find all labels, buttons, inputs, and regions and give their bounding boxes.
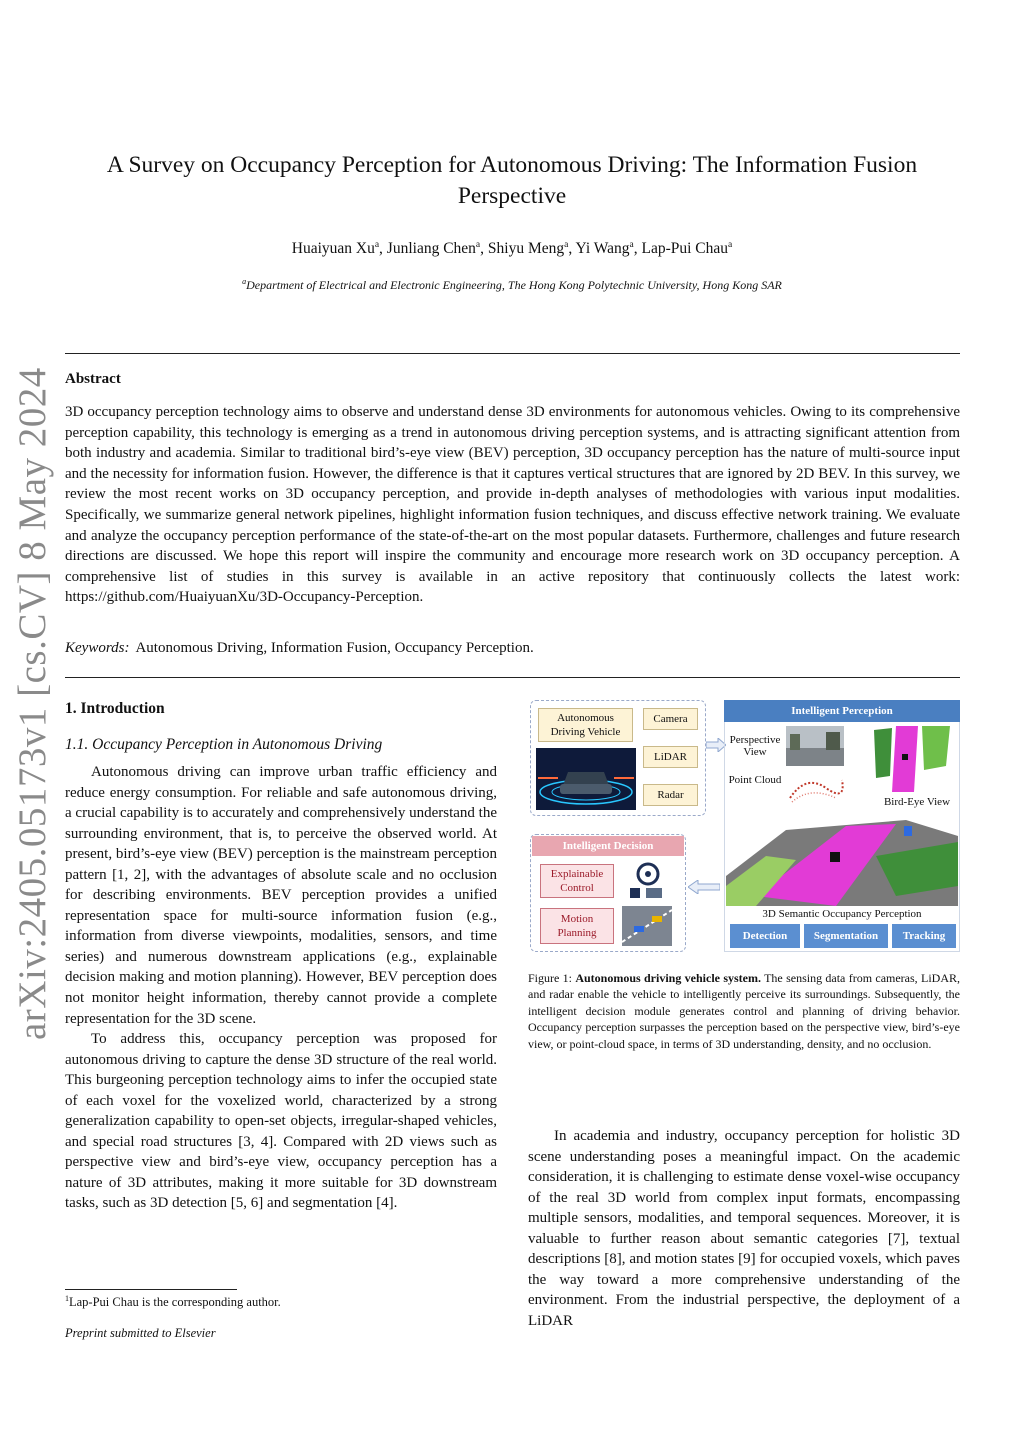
author-affil-mark: a bbox=[475, 240, 481, 250]
point-cloud-label: Point Cloud bbox=[728, 774, 782, 786]
section-heading: 1. Introduction bbox=[65, 700, 165, 717]
preprint-note: Preprint submitted to Elsevier bbox=[65, 1326, 216, 1340]
sensor-label: Camera bbox=[653, 713, 688, 725]
decision-header bbox=[532, 836, 684, 856]
footnote-mark: 1 bbox=[65, 1294, 69, 1303]
footnote-text: Lap-Pui Chau is the corresponding author. bbox=[69, 1295, 281, 1310]
author-affil-mark: a bbox=[564, 240, 569, 250]
sensor-label: Radar bbox=[657, 789, 684, 801]
right-column bbox=[528, 1126, 960, 1331]
task-detection bbox=[730, 924, 800, 948]
paragraph: To address this, occupancy perception was proposed for autonomous driving to capture the dense 3D structure of the real world. This burgeoning perception technology aims to infer the occupied state of each voxel for the voxelized world, characterized by a strong generalization capability to open-set objects, irregular-shaped vehicles, and special road structures [3, 4]. Compared with 2D views such as perspective view and bird’s-eye view, occupancy perception has a nature of 3D attributes, making it more suitable for 3D downstream tasks, such as 3D detection [5, 6] and segmentation [4]. bbox=[65, 1031, 497, 1212]
decision-label: Motion Planning bbox=[557, 913, 597, 939]
decision-explainable-control bbox=[540, 864, 614, 898]
keywords bbox=[65, 640, 960, 657]
author-affil-mark: a bbox=[629, 240, 634, 250]
author-affil-mark: a bbox=[374, 240, 380, 250]
figure-1 bbox=[528, 698, 962, 958]
author-name: Lap-Pui Chau bbox=[641, 240, 729, 258]
caption-text: The sensing data from cameras, LiDAR, and radar enable the vehicle to intelligently perceive its surroundings. Subsequently, the intelligent decision module generates control and planning of driving behavior. Occupancy perception surpasses the perception based on the perspective view, bird’s-eye view, or point-cloud space, in terms of 3D understanding, density, and no occlusion. bbox=[528, 971, 960, 1051]
abstract-bottom-divider bbox=[65, 677, 960, 678]
decision-motion-planning bbox=[540, 908, 614, 944]
task-segmentation bbox=[804, 924, 888, 948]
affiliation-text: Department of Electrical and Electronic Engineering, The Hong Kong Polytechnic University, Hong Kong SAR bbox=[246, 278, 782, 292]
arxiv-stamp: arXiv:2405.05173v1 [cs.CV] 8 May 2024 bbox=[11, 367, 54, 1040]
perspective-image bbox=[786, 726, 844, 766]
keywords-label: Keywords: bbox=[65, 640, 130, 656]
subsection-heading: 1.1. Occupancy Perception in Autonomous Driving bbox=[65, 736, 383, 753]
sensor-label: LiDAR bbox=[654, 751, 687, 763]
keywords-text: Autonomous Driving, Information Fusion, Occupancy Perception. bbox=[135, 640, 534, 656]
car-illustration bbox=[536, 748, 636, 810]
author-name: Junliang Chen bbox=[386, 240, 476, 258]
figure-caption bbox=[528, 970, 960, 1052]
sensor-radar bbox=[643, 784, 698, 806]
footnote-divider bbox=[65, 1289, 237, 1290]
affiliation bbox=[60, 277, 964, 293]
sensor-camera bbox=[643, 708, 698, 730]
caption-label: Figure 1: bbox=[528, 971, 572, 985]
arrow-left-icon bbox=[688, 880, 720, 894]
author-list: Huaiyuan Xu$^a$, Junliang Chen$^a$, Shiyu Meng$^a$, Yi Wang$^a$, Lap-Pui Chau$^a$ bbox=[291, 240, 733, 258]
task-label: Tracking bbox=[902, 930, 946, 942]
decision-label: Explainable Control bbox=[550, 868, 604, 894]
arrow-right-icon bbox=[706, 738, 726, 752]
perception-head-label: Intelligent Perception bbox=[791, 705, 893, 717]
vehicle-label: Autonomous Driving Vehicle bbox=[550, 712, 621, 738]
point-cloud-image bbox=[786, 768, 844, 808]
decision-head-label: Intelligent Decision bbox=[562, 840, 654, 852]
author-name: Shiyu Meng bbox=[487, 240, 565, 258]
birds-eye-label: Bird-Eye View bbox=[883, 796, 951, 808]
caption-bold: Autonomous driving vehicle system. bbox=[575, 971, 761, 985]
motion-planning-icon bbox=[622, 906, 672, 946]
task-label: Segmentation bbox=[813, 930, 879, 942]
left-column bbox=[65, 762, 497, 1214]
abstract-heading: Abstract bbox=[65, 371, 121, 387]
footnote bbox=[65, 1294, 281, 1310]
paragraph: Autonomous driving can improve urban traffic efficiency and reduce energy consumption. For reliable and safe autonomous driving, a crucial capability is to accurately and comprehensively understand the surrounding environment, that is, to perceive the observed world. At present, bird’s-eye view (BEV) perception is the mainstream perception pattern [1, 2], with the advantages of absolute scale and no occlusion for describing environments. BEV perception provides a unified representation space for multi-source information fusion (e.g., information from diverse viewpoints, modalities, sensors, and time series) and numerous downstream applications (e.g., explainable decision making and motion planning). However, BEV perception does not monitor height information, thereby cannot provide a complete representation for the 3D scene. bbox=[65, 764, 497, 1027]
paper-title: A Survey on Occupancy Perception for Autonomous Driving: The Information Fusion Perspective bbox=[106, 152, 918, 209]
occupancy-3d-image bbox=[726, 816, 958, 906]
perspective-view-label: Perspective View bbox=[729, 734, 781, 758]
author-affil-mark: a bbox=[728, 240, 733, 250]
occupancy-label: 3D Semantic Occupancy Perception bbox=[762, 908, 922, 920]
author-name: Yi Wang bbox=[575, 240, 630, 258]
vehicle-label-box bbox=[538, 708, 633, 742]
paragraph: In academia and industry, occupancy perception for holistic 3D scene understanding poses a meaningful impact. On the academic consideration, it is challenging to estimate dense voxel-wise occupancy of the real 3D world from complex input formats, encompassing multiple sensors, modalities, and temporal sequences. Moreover, it is valuable to further reason about semantic categories [7], textual descriptions [8], and motion states [9] for occupied voxels, which paves the way toward a more comprehensive understanding of the environment. From the industrial perspective, the deployment of a LiDAR bbox=[528, 1128, 960, 1329]
task-label: Detection bbox=[742, 930, 788, 942]
top-divider bbox=[65, 353, 960, 354]
affiliation-mark: a bbox=[242, 277, 247, 286]
author-name: Huaiyuan Xu bbox=[291, 240, 375, 258]
birds-eye-image bbox=[874, 726, 954, 792]
sensor-lidar bbox=[643, 746, 698, 768]
task-tracking bbox=[892, 924, 956, 948]
perception-header bbox=[724, 700, 960, 722]
abstract-body: 3D occupancy perception technology aims to observe and understand dense 3D environments for autonomous vehicles. Owing to its comprehensive perception capability, this technology is emerging as a trend in autonomous driving perception systems, and is attracting significant attention from both industry and academia. Similar to traditional bird’s-eye view (BEV) perception, 3D occupancy perception has the nature of multi-source input and the necessity for information fusion. However, the difference is that it captures vertical structures that are ignored by 2D BEV. In this survey, we review the most recent works on 3D occupancy perception, and provide in-depth analyses of methodologies with various input modalities. Specifically, we summarize general network pipelines, highlight information fusion techniques, and discuss effective network training. We evaluate and analyze the occupancy perception performance of the state-of-the-art on the most popular datasets. Furthermore, challenges and future research directions are discussed. We hope this report will inspire the community and encourage more research work on 3D occupancy perception. A comprehensive list of studies in this survey is available in an active repository that continuously collects the latest work: https://github.com/HuaiyuanXu/3D-Occupancy-Perception. bbox=[65, 404, 960, 606]
steering-wheel-icon bbox=[624, 862, 668, 900]
